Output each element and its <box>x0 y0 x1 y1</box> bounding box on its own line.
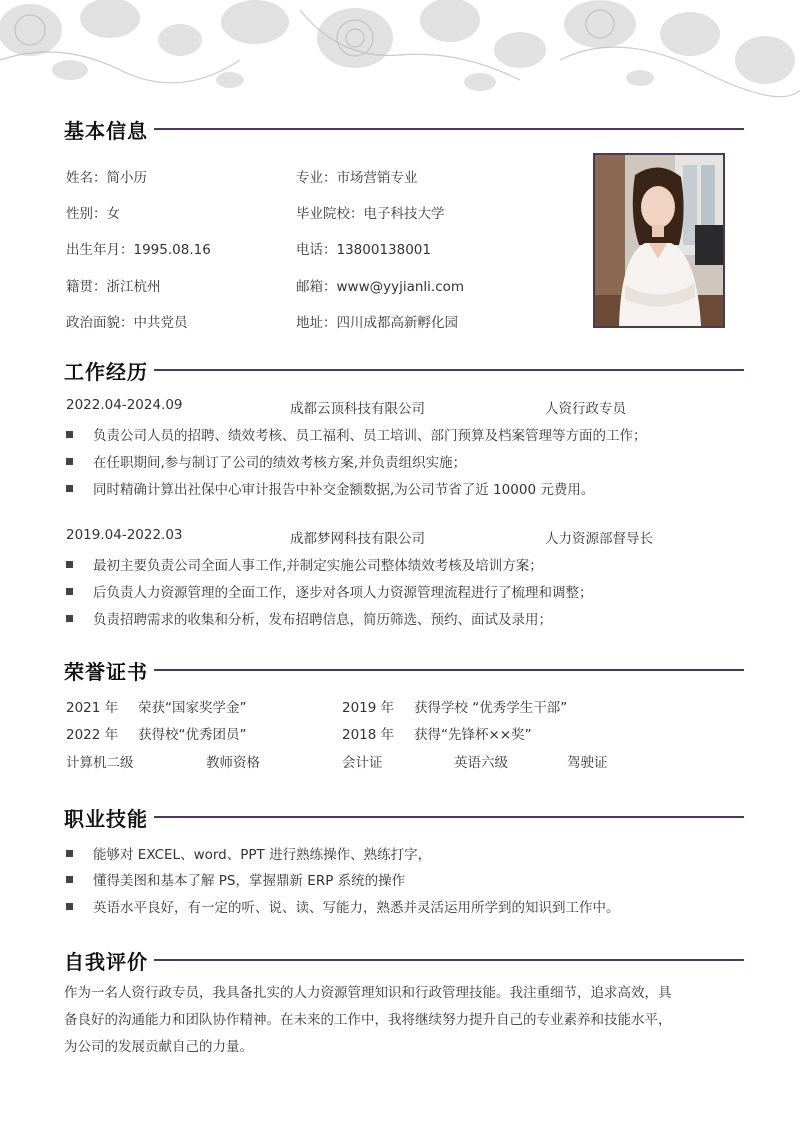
section-title: 荣誉证书 <box>64 659 148 684</box>
job-period: 2019.04-2022.03 <box>66 527 183 543</box>
bullet-square-icon <box>66 850 73 857</box>
job-role: 人力资源部督导长 <box>545 531 653 547</box>
bullet-square-icon <box>66 458 73 465</box>
bullet-square-icon <box>66 431 73 438</box>
section-title: 自我评价 <box>64 949 148 974</box>
self-evaluation-text <box>64 980 744 1061</box>
self-eval-line: 作为一名人资行政专员，我具备扎实的人力资源管理知识和行政管理技能。我注重细节，追求高效，具 <box>64 985 672 1001</box>
section-title: 基本信息 <box>64 118 148 143</box>
job-duty-item: 负责公司人员的招聘、绩效考核、员工福利、员工培训、部门预算及档案管理等方面的工作； <box>66 424 647 444</box>
address-field: 地址：四川成都高新孵化园 <box>296 315 458 331</box>
job-duty-item: 负责招聘需求的收集和分析，发布招聘信息，简历筛选、预约、面试及录用； <box>66 608 552 628</box>
honor-desc: 获得“先锋杯××奖” <box>414 727 532 743</box>
job-duty-item: 最初主要负责公司全面人事工作,并制定实施公司整体绩效考核及培训方案； <box>66 554 543 574</box>
section-divider <box>154 816 744 818</box>
certificate-item: 计算机二级 <box>66 755 134 771</box>
bullet-square-icon <box>66 615 73 622</box>
bullet-square-icon <box>66 876 73 883</box>
section-title: 职业技能 <box>64 806 148 831</box>
skill-item: 懂得美图和基本了解 PS，掌握鼎新 ERP 系统的操作 <box>66 869 405 889</box>
honor-desc: 获得学校 “优秀学生干部” <box>414 700 568 716</box>
bullet-square-icon <box>66 588 73 595</box>
honor-year: 2022 年 <box>66 727 119 743</box>
section-header-work <box>64 356 744 384</box>
certificate-item: 英语六级 <box>454 755 508 771</box>
section-divider <box>154 959 744 961</box>
section-title: 工作经历 <box>64 359 148 384</box>
honor-desc: 荣获“国家奖学金” <box>138 700 247 716</box>
certificate-item: 驾驶证 <box>567 755 608 771</box>
section-divider <box>154 128 744 130</box>
job-duty-item: 后负责人力资源管理的全面工作，逐步对各项人力资源管理流程进行了梳理和调整； <box>66 581 593 601</box>
certificate-item: 教师资格 <box>206 755 260 771</box>
name-field: 姓名：简小历 <box>66 170 147 186</box>
email-field: 邮箱：www@yyjianli.com <box>296 279 465 295</box>
certificate-item: 会计证 <box>342 755 383 771</box>
native-place-field: 籍贯：浙江杭州 <box>66 279 161 295</box>
bullet-square-icon <box>66 903 73 910</box>
bullet-square-icon <box>66 561 73 568</box>
section-divider <box>154 669 744 671</box>
honor-desc: 获得校“优秀团员” <box>138 727 247 743</box>
portrait-illustration <box>595 155 723 326</box>
self-eval-line: 备良好的沟通能力和团队协作精神。在未来的工作中，我将继续努力提升自己的专业素养和技能水平， <box>64 1012 672 1028</box>
job-period: 2022.04-2024.09 <box>66 397 183 413</box>
skill-item: 英语水平良好，有一定的听、说、读、写能力，熟悉并灵活运用所学到的知识到工作中。 <box>66 896 620 916</box>
political-status-field: 政治面貌：中共党员 <box>66 315 188 331</box>
honor-year: 2019 年 <box>342 700 395 716</box>
floral-header-decoration <box>0 0 800 110</box>
self-eval-line: 为公司的发展贡献自己的力量。 <box>64 1039 253 1055</box>
bullet-square-icon <box>66 485 73 492</box>
job-company: 成都梦网科技有限公司 <box>290 531 425 547</box>
section-header-skills <box>64 803 744 831</box>
phone-field: 电话：13800138001 <box>296 242 431 258</box>
job-duty-item: 在任职期间,参与制订了公司的绩效考核方案,并负责组织实施； <box>66 451 466 471</box>
section-header-honors <box>64 656 744 684</box>
honor-year: 2021 年 <box>66 700 119 716</box>
section-divider <box>154 369 744 371</box>
skill-item: 能够对 EXCEL、word、PPT 进行熟练操作、熟练打字， <box>66 843 431 863</box>
gender-field: 性别：女 <box>66 206 120 222</box>
section-header-self-eval <box>64 946 744 974</box>
school-field: 毕业院校：电子科技大学 <box>296 206 445 222</box>
major-field: 专业：市场营销专业 <box>296 170 418 186</box>
job-role: 人资行政专员 <box>545 401 626 417</box>
job-company: 成都云顶科技有限公司 <box>290 401 425 417</box>
job-duty-item: 同时精确计算出社保中心审计报告中补交金额数据,为公司节省了近 10000 元费用。 <box>66 478 594 498</box>
section-header-basic-info <box>64 115 744 143</box>
honor-year: 2018 年 <box>342 727 395 743</box>
birth-field: 出生年月：1995.08.16 <box>66 242 211 258</box>
profile-photo <box>593 153 725 328</box>
